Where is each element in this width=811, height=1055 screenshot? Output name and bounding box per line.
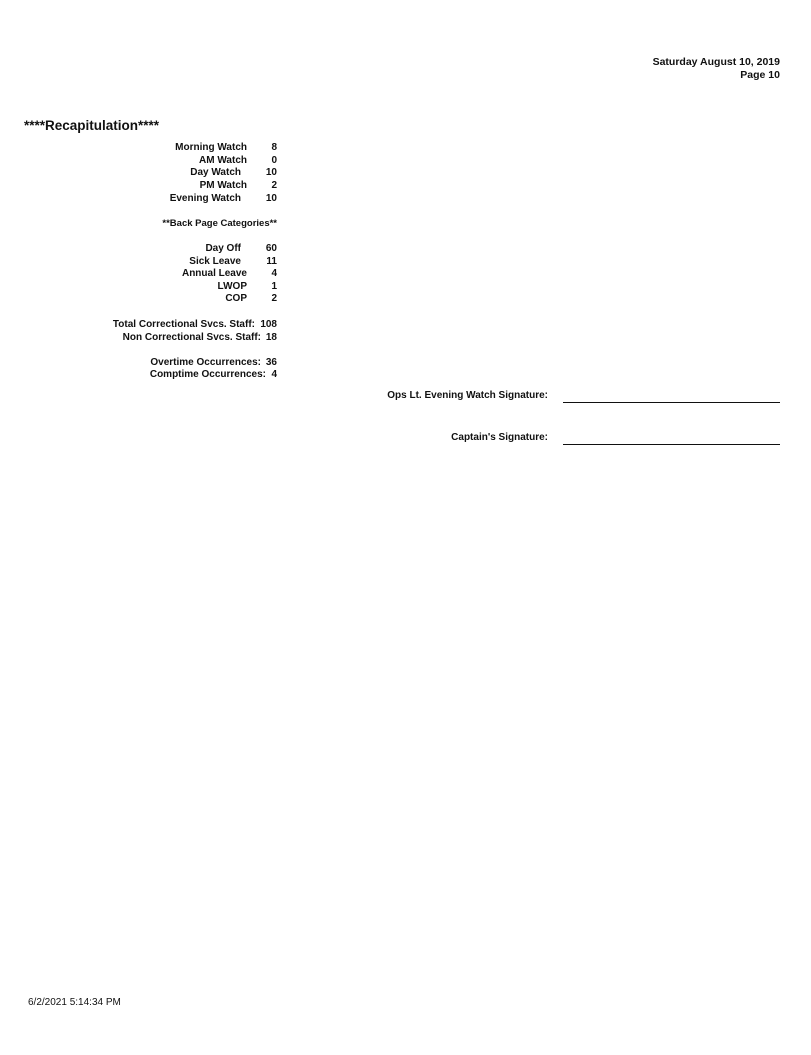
staff-label: Total Correctional Svcs. Staff: <box>112 319 255 330</box>
watch-label: Evening Watch <box>169 193 241 204</box>
watch-value: 8 <box>271 142 277 153</box>
captain-signature-line[interactable] <box>563 444 780 445</box>
staff-value: 108 <box>260 319 277 330</box>
staff-value: 18 <box>265 332 277 343</box>
watch-value: 10 <box>265 167 277 178</box>
occurrence-value: 4 <box>271 369 277 380</box>
category-label: COP <box>225 293 247 304</box>
staff-label: Non Correctional Svcs. Staff: <box>122 332 261 343</box>
print-timestamp: 6/2/2021 5:14:34 PM <box>28 997 121 1008</box>
category-label: Annual Leave <box>181 268 247 279</box>
report-date: Saturday August 10, 2019 <box>652 56 780 68</box>
category-value: 2 <box>271 293 277 304</box>
page-number: Page 10 <box>740 69 780 81</box>
occurrence-value: 36 <box>265 357 277 368</box>
watch-label: Morning Watch <box>175 142 247 153</box>
ops-lt-signature-label: Ops Lt. Evening Watch Signature: <box>387 390 548 401</box>
watch-label: AM Watch <box>199 155 247 166</box>
category-value: 11 <box>266 256 277 267</box>
page-header <box>653 56 780 82</box>
captain-signature-label: Captain's Signature: <box>451 432 548 443</box>
watch-value: 0 <box>271 155 277 166</box>
ops-lt-signature-line[interactable] <box>563 402 780 403</box>
occurrence-label: Overtime Occurrences: <box>150 357 261 368</box>
category-value: 60 <box>265 243 277 254</box>
back-page-title: **Back Page Categories** <box>162 218 277 229</box>
watch-value: 2 <box>271 180 277 191</box>
category-value: 1 <box>271 281 277 292</box>
watch-label: PM Watch <box>199 180 247 191</box>
category-label: LWOP <box>217 281 247 292</box>
category-label: Sick Leave <box>189 256 241 267</box>
recap-title: ****Recapitulation**** <box>24 118 160 133</box>
category-label: Day Off <box>205 243 241 254</box>
category-value: 4 <box>271 268 277 279</box>
occurrence-label: Comptime Occurrences: <box>149 369 266 380</box>
watch-value: 10 <box>265 193 277 204</box>
watch-label: Day Watch <box>190 167 241 178</box>
